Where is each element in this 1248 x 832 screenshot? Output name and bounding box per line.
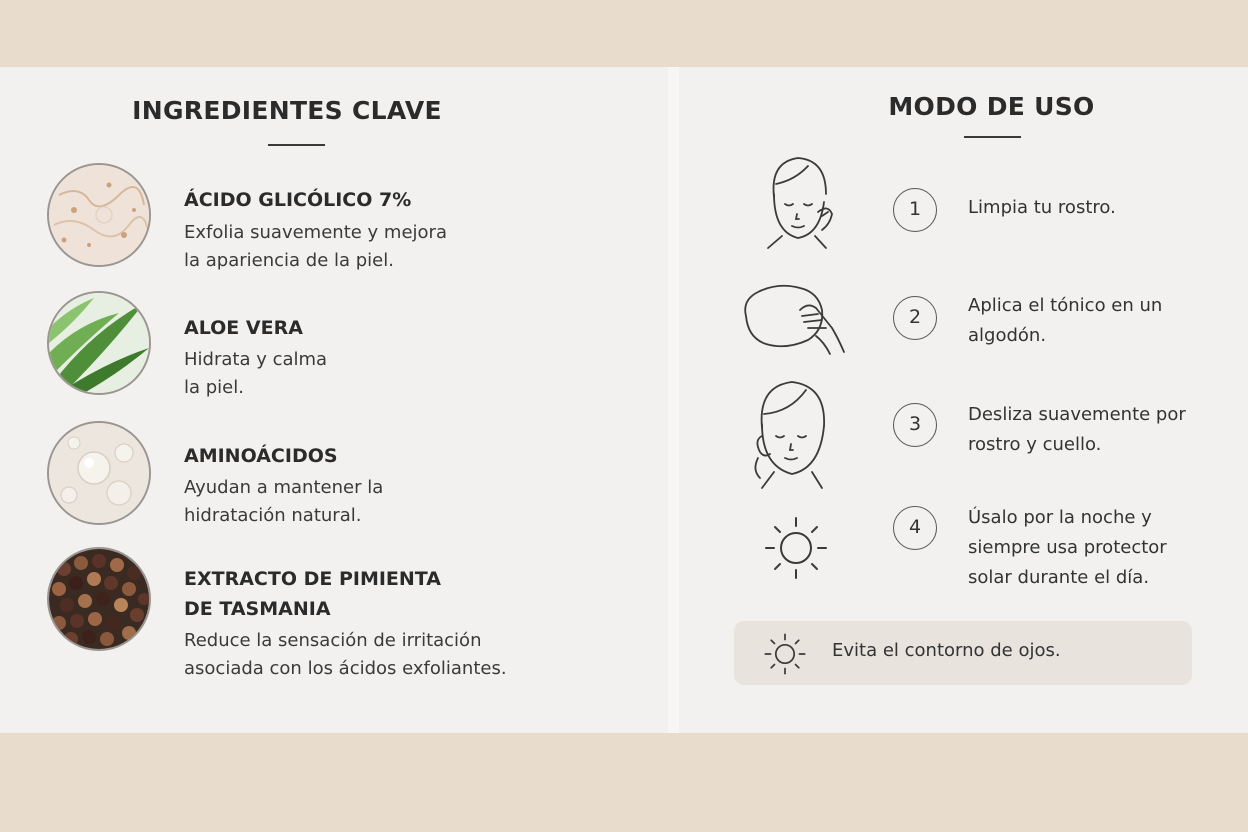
usage-title-rule	[964, 136, 1021, 138]
pearl-droplets-icon	[47, 421, 151, 525]
pepper-berries-icon	[47, 547, 151, 651]
usage-title: MODO DE USO	[888, 92, 1095, 121]
ingredients-title: INGREDIENTES CLAVE	[132, 96, 442, 125]
ingredient-name: ÁCIDO GLICÓLICO 7%	[184, 189, 412, 211]
ingredient-description: Ayudan a mantener la hidratación natural.	[184, 477, 384, 526]
ingredient-description: Exfolia suavemente y mejora la apariencia de la piel.	[184, 222, 447, 271]
ingredient-name: ALOE VERA	[184, 317, 303, 339]
note-text: Evita el contorno de ojos.	[832, 640, 1061, 661]
step-number-badge: 1	[893, 188, 937, 232]
aloe-leaf-icon	[47, 291, 151, 395]
ingredients-title-rule	[268, 144, 325, 146]
cotton-pad-hand-icon	[738, 280, 848, 360]
face-neck-icon	[750, 378, 835, 490]
step-text: Úsalo por la noche y siempre usa protector solar durante el día.	[968, 507, 1167, 588]
step-text: Limpia tu rostro.	[968, 197, 1116, 218]
step-text: Desliza suavemente por rostro y cuello.	[968, 404, 1186, 455]
step-text: Aplica el tónico en un algodón.	[968, 295, 1163, 346]
step-number-badge: 2	[893, 296, 937, 340]
face-cleansing-icon	[760, 152, 840, 252]
ingredient-description: Hidrata y calma la piel.	[184, 349, 328, 398]
ingredient-description: Reduce la sensación de irritación asociada con los ácidos exfoliantes.	[184, 630, 507, 679]
step-number-badge: 3	[893, 403, 937, 447]
sun-icon	[764, 516, 828, 580]
ingredient-name: EXTRACTO DE PIMIENTA DE TASMANIA	[184, 568, 442, 620]
ingredient-name: AMINOÁCIDOS	[184, 445, 338, 467]
panel-divider	[668, 67, 679, 733]
glycolic-texture-icon	[47, 163, 151, 267]
sun-icon	[764, 633, 806, 675]
step-number-badge: 4	[893, 506, 937, 550]
